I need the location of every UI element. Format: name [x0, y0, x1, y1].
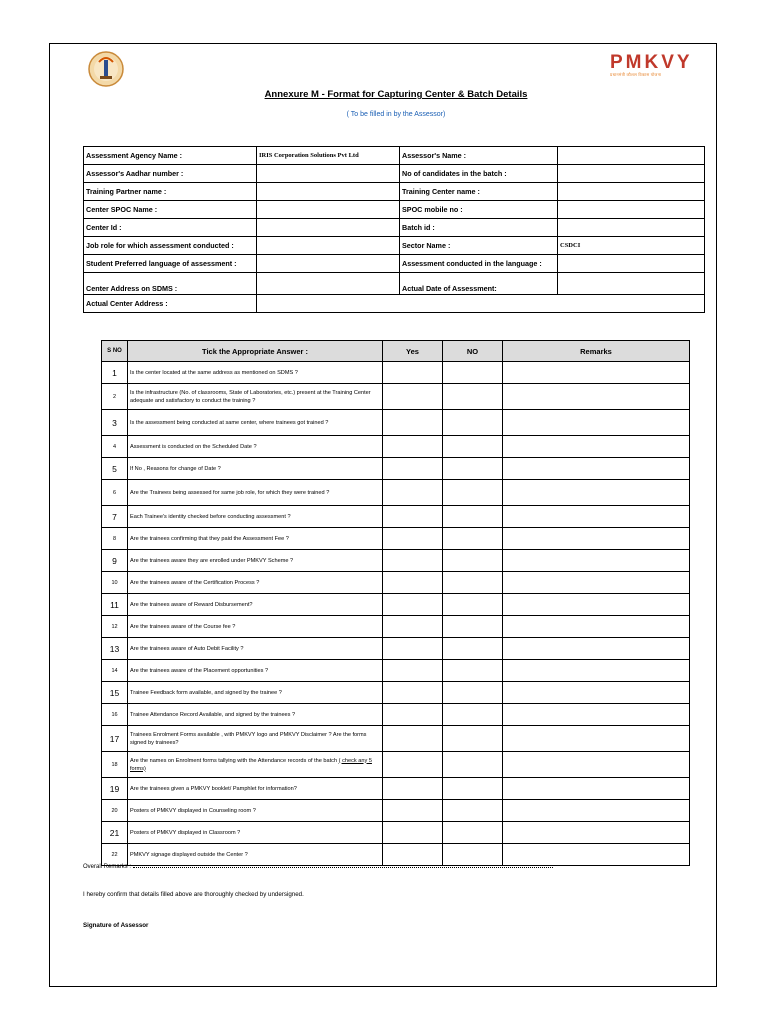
checklist-question-text: Is the center located at the same address as mentioned on SDMS ? [130, 369, 298, 376]
checklist-remarks-cell[interactable] [503, 594, 690, 616]
checklist-question-text: Are the trainees aware of the Placement opportunities ? [130, 667, 269, 674]
checklist-sno: 17 [102, 726, 128, 752]
checklist-question [128, 752, 383, 778]
center-batch-info-table [83, 146, 705, 313]
checklist-table [101, 340, 690, 866]
checklist-yes-cell[interactable] [383, 682, 443, 704]
info-row [84, 237, 705, 255]
info-label: Student Preferred language of assessment : [84, 255, 257, 273]
info-label: No of candidates in the batch : [400, 165, 558, 183]
pmkvy-logo [610, 54, 706, 84]
checklist-remarks-cell[interactable] [503, 410, 690, 436]
checklist-row [102, 660, 690, 682]
info-label: Center Id : [84, 219, 257, 237]
overall-remarks [83, 862, 553, 870]
checklist-question-text: Are the trainees confirming that they paid the Assessment Fee ? [130, 535, 289, 542]
checklist-question-text: If No , Reasons for change of Date ? [130, 465, 221, 472]
checklist-sno: 1 [102, 362, 128, 384]
info-value[interactable] [257, 237, 400, 255]
checklist-no-cell[interactable] [443, 550, 503, 572]
checklist-no-cell[interactable] [443, 704, 503, 726]
checklist-sno: 15 [102, 682, 128, 704]
checklist-sno: 10 [102, 572, 128, 594]
info-value[interactable] [257, 183, 400, 201]
checklist-body [102, 362, 690, 866]
checklist-question [128, 616, 383, 638]
info-value[interactable] [257, 219, 400, 237]
checklist-row [102, 616, 690, 638]
checklist-remarks-cell[interactable] [503, 436, 690, 458]
checklist-yes-cell[interactable] [383, 594, 443, 616]
checklist-sno: 14 [102, 660, 128, 682]
checklist-no-cell[interactable] [443, 822, 503, 844]
info-row-actual-address [84, 295, 705, 313]
info-label: Assessor's Name : [400, 147, 558, 165]
checklist-question-text: Is the assessment being conducted at same center, where trainees got trained ? [130, 419, 329, 426]
checklist-yes-cell[interactable] [383, 506, 443, 528]
checklist-question [128, 726, 383, 752]
emblem-logo [82, 50, 130, 88]
checklist-row [102, 528, 690, 550]
header-remarks: Remarks [503, 341, 690, 362]
info-value[interactable] [558, 165, 705, 183]
checklist-row [102, 800, 690, 822]
checklist-row [102, 778, 690, 800]
info-label: Center Address on SDMS : [84, 273, 257, 295]
checklist-sno: 4 [102, 436, 128, 458]
checklist-no-cell[interactable] [443, 480, 503, 506]
checklist-remarks-cell[interactable] [503, 800, 690, 822]
info-value[interactable]: IRIS Corporation Solutions Pvt Ltd [257, 147, 400, 165]
checklist-sno: 16 [102, 704, 128, 726]
checklist-question [128, 822, 383, 844]
checklist-no-cell[interactable] [443, 778, 503, 800]
header-sno: S NO [102, 341, 128, 362]
checklist-question [128, 660, 383, 682]
pmkvy-brand-subtext: प्रधानमंत्री कौशल विकास योजना [610, 72, 662, 77]
checklist-question [128, 384, 383, 410]
checklist-row [102, 594, 690, 616]
checklist-sno: 12 [102, 616, 128, 638]
info-label: Assessor's Aadhar number : [84, 165, 257, 183]
checklist-question-text: Trainee Attendance Record Available, and signed by the trainees ? [130, 711, 296, 718]
checklist-row [102, 682, 690, 704]
info-value[interactable] [558, 201, 705, 219]
checklist-question-text: Are the names on Enrolment forms tallying with the Attendance records of the batch [130, 757, 338, 764]
header-yes: Yes [383, 341, 443, 362]
checklist-remarks-cell[interactable] [503, 458, 690, 480]
checklist-question [128, 704, 383, 726]
checklist-question-text: Posters of PMKVY displayed in Counseling room ? [130, 807, 256, 814]
checklist-row [102, 506, 690, 528]
checklist-no-cell[interactable] [443, 528, 503, 550]
info-label: Job role for which assessment conducted : [84, 237, 257, 255]
info-row [84, 219, 705, 237]
checklist-question [128, 594, 383, 616]
checklist-no-cell[interactable] [443, 594, 503, 616]
checklist-question-note: ( check any 5 forms) [130, 757, 372, 772]
checklist-no-cell[interactable] [443, 362, 503, 384]
checklist-question [128, 480, 383, 506]
info-value[interactable] [257, 201, 400, 219]
checklist-remarks-cell[interactable] [503, 682, 690, 704]
info-row [84, 147, 705, 165]
checklist-question [128, 800, 383, 822]
checklist-remarks-cell[interactable] [503, 822, 690, 844]
checklist-question [128, 682, 383, 704]
info-label: Assessment conducted in the language : [400, 255, 558, 273]
checklist-sno: 2 [102, 384, 128, 410]
checklist-remarks-cell[interactable] [503, 660, 690, 682]
checklist-no-cell[interactable] [443, 660, 503, 682]
checklist-question [128, 362, 383, 384]
checklist-remarks-cell[interactable] [503, 506, 690, 528]
checklist-remarks-cell[interactable] [503, 528, 690, 550]
checklist-remarks-cell[interactable] [503, 638, 690, 660]
checklist-question-text: Each Trainee's identity checked before conducting assessment ? [130, 513, 291, 520]
checklist-question-text: Trainees Enrolment Forms available , with PMKVY logo and PMKVY Disclaimer ? Are the forms signed by trainees? [130, 731, 367, 746]
checklist-yes-cell[interactable] [383, 436, 443, 458]
checklist-question [128, 778, 383, 800]
checklist-row [102, 752, 690, 778]
checklist-remarks-cell[interactable] [503, 384, 690, 410]
checklist-no-cell[interactable] [443, 682, 503, 704]
checklist-remarks-cell[interactable] [503, 550, 690, 572]
checklist-no-cell[interactable] [443, 752, 503, 778]
checklist-yes-cell[interactable] [383, 778, 443, 800]
confirmation-statement: I hereby confirm that details filled above are thoroughly checked by undersigned. [83, 891, 304, 898]
checklist-sno: 9 [102, 550, 128, 572]
checklist-question [128, 506, 383, 528]
checklist-row [102, 572, 690, 594]
checklist-question-text: Are the trainees aware they are enrolled under PMKVY Scheme ? [130, 557, 294, 564]
checklist-row [102, 384, 690, 410]
checklist-question-text: PMKVY signage displayed outside the Center ? [130, 851, 248, 858]
checklist-no-cell[interactable] [443, 726, 503, 752]
info-label: Center SPOC Name : [84, 201, 257, 219]
checklist-header-row [102, 341, 690, 362]
overall-remarks-line[interactable] [133, 862, 553, 868]
info-label: Training Center name : [400, 183, 558, 201]
checklist-row [102, 362, 690, 384]
checklist-question [128, 572, 383, 594]
checklist-yes-cell[interactable] [383, 752, 443, 778]
checklist-yes-cell[interactable] [383, 384, 443, 410]
checklist-sno: 3 [102, 410, 128, 436]
checklist-question [128, 528, 383, 550]
checklist-remarks-cell[interactable] [503, 616, 690, 638]
checklist-yes-cell[interactable] [383, 480, 443, 506]
checklist-row [102, 550, 690, 572]
checklist-sno: 5 [102, 458, 128, 480]
info-label: SPOC mobile no : [400, 201, 558, 219]
info-value[interactable] [558, 273, 705, 295]
info-label: Actual Center Address : [84, 295, 257, 313]
checklist-yes-cell[interactable] [383, 410, 443, 436]
checklist-sno: 18 [102, 752, 128, 778]
checklist-no-cell[interactable] [443, 638, 503, 660]
info-row [84, 255, 705, 273]
checklist-remarks-cell[interactable] [503, 752, 690, 778]
checklist-question [128, 550, 383, 572]
checklist-no-cell[interactable] [443, 506, 503, 528]
checklist-sno: 8 [102, 528, 128, 550]
checklist-no-cell[interactable] [443, 410, 503, 436]
checklist-row [102, 410, 690, 436]
checklist-question-text: Posters of PMKVY displayed in Classroom ? [130, 829, 241, 836]
overall-remarks-label: Overall Remarks : [83, 864, 132, 870]
checklist-question [128, 638, 383, 660]
checklist-no-cell[interactable] [443, 384, 503, 410]
checklist-question-text: Is the infrastructure (No. of classrooms, State of Laboratories, etc.) present at the Training Center adequate and satisfactory to conduct the training ? [130, 389, 371, 404]
checklist-yes-cell[interactable] [383, 616, 443, 638]
info-label: Assessment Agency Name : [84, 147, 257, 165]
checklist-sno: 11 [102, 594, 128, 616]
checklist-yes-cell[interactable] [383, 800, 443, 822]
info-label: Actual Date of Assessment: [400, 273, 558, 295]
assessor-signature-label: Signature of Assessor [83, 922, 149, 929]
checklist-question-text: Are the trainees aware of Auto Debit Facility ? [130, 645, 244, 652]
checklist-row [102, 480, 690, 506]
checklist-no-cell[interactable] [443, 572, 503, 594]
checklist-yes-cell[interactable] [383, 660, 443, 682]
checklist-sno: 6 [102, 480, 128, 506]
checklist-yes-cell[interactable] [383, 572, 443, 594]
checklist-row [102, 638, 690, 660]
checklist-yes-cell[interactable] [383, 822, 443, 844]
info-label: Batch id : [400, 219, 558, 237]
checklist-yes-cell[interactable] [383, 638, 443, 660]
info-row [84, 201, 705, 219]
checklist-yes-cell[interactable] [383, 704, 443, 726]
info-value[interactable] [558, 219, 705, 237]
info-value[interactable] [558, 255, 705, 273]
checklist-row [102, 726, 690, 752]
checklist-yes-cell[interactable] [383, 550, 443, 572]
checklist-sno: 19 [102, 778, 128, 800]
info-value[interactable] [257, 255, 400, 273]
checklist-question-text: Are the trainees aware of the Certification Process ? [130, 579, 260, 586]
checklist-remarks-cell[interactable] [503, 704, 690, 726]
checklist-row [102, 822, 690, 844]
checklist-sno: 21 [102, 822, 128, 844]
checklist-sno: 13 [102, 638, 128, 660]
checklist-remarks-cell[interactable] [503, 362, 690, 384]
info-row [84, 273, 705, 295]
checklist-row [102, 704, 690, 726]
checklist-question-text: Trainee Feedback form available, and signed by the trainee ? [130, 689, 282, 696]
checklist-remarks-cell[interactable] [503, 726, 690, 752]
info-label: Training Partner name : [84, 183, 257, 201]
info-row [84, 165, 705, 183]
info-value[interactable] [558, 147, 705, 165]
checklist-yes-cell[interactable] [383, 528, 443, 550]
checklist-row [102, 436, 690, 458]
checklist-question-text: Are the trainees aware of the Course fee ? [130, 623, 236, 630]
checklist-sno: 20 [102, 800, 128, 822]
info-value[interactable] [257, 165, 400, 183]
info-value[interactable] [558, 183, 705, 201]
checklist-no-cell[interactable] [443, 616, 503, 638]
checklist-question [128, 410, 383, 436]
checklist-remarks-cell[interactable] [503, 572, 690, 594]
header-no: NO [443, 341, 503, 362]
checklist-question-text: Assessment is conducted on the Scheduled Date ? [130, 443, 257, 450]
checklist-yes-cell[interactable] [383, 458, 443, 480]
info-value[interactable] [257, 273, 400, 295]
checklist-question [128, 436, 383, 458]
info-row [84, 183, 705, 201]
checklist-no-cell[interactable] [443, 436, 503, 458]
checklist-yes-cell[interactable] [383, 362, 443, 384]
checklist-question [128, 458, 383, 480]
checklist-sno: 7 [102, 506, 128, 528]
checklist-no-cell[interactable] [443, 800, 503, 822]
actual-address-value[interactable] [257, 295, 705, 313]
checklist-question-text: Are the Trainees being assessed for same job role, for which they were trained ? [130, 489, 330, 496]
checklist-remarks-cell[interactable] [503, 778, 690, 800]
document-title: Annexure M - Format for Capturing Center & Batch Details [264, 89, 528, 100]
checklist-no-cell[interactable] [443, 458, 503, 480]
info-label: Sector Name : [400, 237, 558, 255]
checklist-sno: 22 [102, 844, 128, 866]
checklist-row [102, 458, 690, 480]
document-subtitle: ( To be filled in by the Assessor) [346, 111, 446, 118]
info-value[interactable]: CSDCI [558, 237, 705, 255]
checklist-remarks-cell[interactable] [503, 480, 690, 506]
checklist-question-text: Are the trainees given a PMKVY booklet/ Pamphlet for information? [130, 785, 297, 792]
checklist-yes-cell[interactable] [383, 726, 443, 752]
pmkvy-brand-text: PMKVY [610, 52, 693, 73]
header-question: Tick the Appropriate Answer : [128, 341, 383, 362]
checklist-question-text: Are the trainees aware of Reward Disbursement? [130, 601, 253, 608]
